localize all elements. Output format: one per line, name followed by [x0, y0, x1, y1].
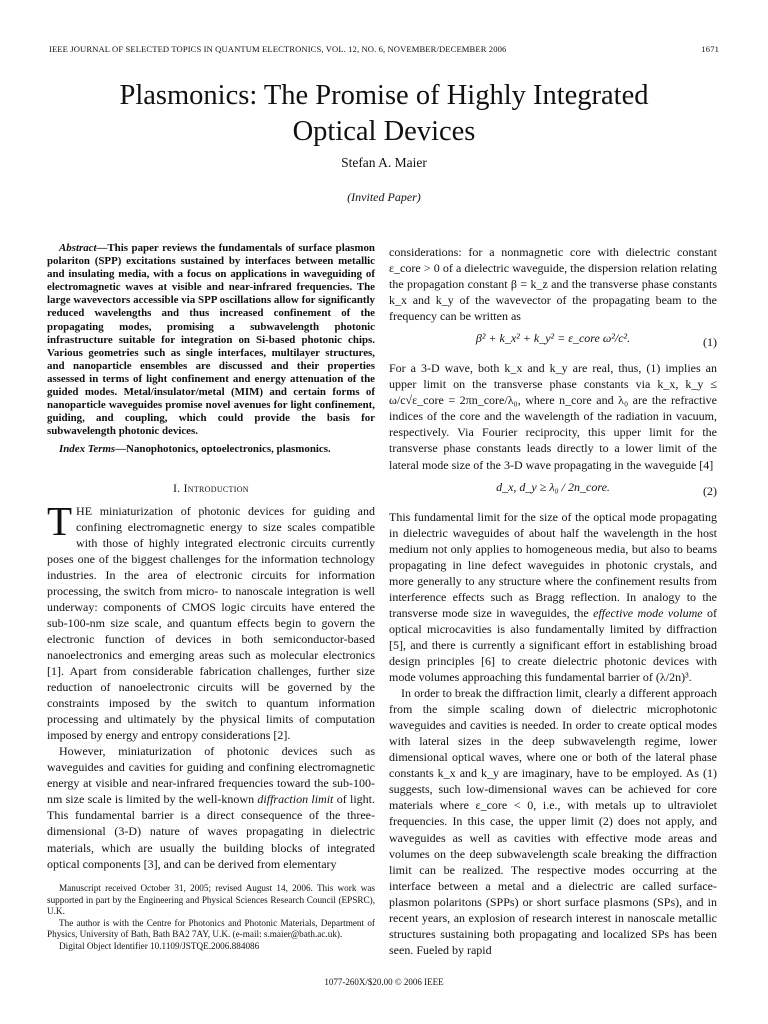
intro-paragraph-1	[47, 497, 375, 744]
footnote-manuscript: Manuscript received October 31, 2005; revised August 14, 2006. This work was supported in part by the Engineering and Physical Sciences Research Council (EPSRC), U.K.	[47, 883, 375, 917]
abstract	[47, 242, 375, 438]
section-number: I.	[173, 482, 181, 495]
index-terms-text: —Nanophotonics, optoelectronics, plasmonics.	[115, 443, 331, 456]
right-p3-text-b: of optical microcavities is also fundamentally limited by diffraction [5], and there is currently a significant effort in establishing broad design principles [6] to create dielectric photonic devices with mode volumes approaching this fundamental barrier of (λ/2n)³.	[389, 605, 717, 685]
section-title: Introduction	[183, 482, 249, 495]
footnote-affiliation: The author is with the Centre for Photonics and Photonic Materials, Department of Physics, University of Bath, Bath BA2 7AY, U.K. (e-mail: s.maier@bath.ac.uk).	[47, 917, 375, 940]
page-number: 1671	[701, 44, 719, 54]
equation-1-body: β² + k_x² + k_y² = ε_core ω²/c².	[475, 331, 631, 346]
title-line-2: Optical Devices	[292, 116, 476, 147]
intro-paragraph-2	[47, 743, 375, 871]
right-paragraph-2: For a 3-D wave, both k_x and k_y are real, thus, (1) implies an upper limit on the transverse phase constants via k_x, k_y ≤ ω/c√ε_core = 2πn_core/λ₀, where n_core and λ₀ are the refractive indices of the core and the wavelength of the radiation in vacuum, respectively. Via Fourier reciprocity, this upper limit for the transverse phase constants leads directly to a lower limit of the lateral mode size of the 3-D wave propagating in the waveguide [4]	[389, 361, 717, 472]
footnote-doi: Digital Object Identifier 10.1109/JSTQE.2006.884086	[59, 940, 260, 951]
equation-2	[389, 479, 717, 503]
equation-1	[389, 330, 717, 354]
equation-1-number: (1)	[703, 335, 717, 350]
running-header	[49, 44, 719, 58]
right-paragraph-3	[389, 509, 717, 686]
index-terms	[47, 443, 375, 456]
invited-label: (Invited Paper)	[347, 190, 421, 204]
left-column	[47, 242, 375, 872]
diffraction-limit-term: diffraction limit	[257, 792, 334, 807]
footnote	[47, 883, 375, 953]
equation-2-number: (2)	[703, 483, 717, 498]
abstract-lead: Abstract	[59, 242, 97, 254]
abstract-text: —This paper reviews the fundamentals of surface plasmon polariton (SPP) excitations sustained by interfaces between metallic and insulating media, with a focus on applications in waveguiding of electromagnetic waves at visible and near-infrared frequencies. The large wavevectors accessible via SPP oscillations allow for significantly reduced wavelengths and thus increased confinement of the propagating modes, promising a subwavelength photonic infrastructure suitable for integration on Si-based photonic chips. Various geometries such as single interfaces, multilayer structures, and nanoparticle ensembles are discussed and their properties assessed in terms of light confinement and energy attenuation of the guided modes. Metal/insulator/metal (MIM) and certain forms of nanoparticle waveguides promise novel avenues for light confinement, guiding, and coupling, which could provide the basis for subwavelength photonic devices.	[47, 242, 375, 438]
journal-header: IEEE JOURNAL OF SELECTED TOPICS IN QUANTUM ELECTRONICS, VOL. 12, NO. 6, NOVEMBER/DECEMBER 2006	[49, 44, 507, 54]
drop-cap: T	[47, 497, 73, 544]
equation-2-body: d_x, d_y ≥ λ₀ / 2n_core.	[496, 479, 610, 494]
right-paragraph-4: In order to break the diffraction limit, clearly a different approach from the simple scaling down of dielectric microphotonic waveguides and cavities is needed. In order to create optical modes with lateral sizes in the deep subwavelength regime, lower dimensional optical waves, where one or both of the lateral phase constants k_x and k_y are imaginary, have to be employed. As (1) suggests, such low-dimensional waves can be achieved for core materials where ε_core < 0, i.e., with metals up to ultraviolet frequencies. In this case, the upper limit (2) does not apply, and waveguides as well as cavities with effective mode areas and volumes on the deep subwavelength scale breaking the diffraction limit can be realized. The respective modes occurring at the interface between a metal and a dielectric are called surface-plasmon polaritons (SPPs) or short surface plasmons (SPs), and in recent years, an explosion of research interest in nanoscale metallic structures sustaining both propagating and localized SPs has been seen. Fueled by rapid	[389, 686, 717, 957]
intro-p2-text-a: However, miniaturization of photonic devices such as waveguides and cavities for guiding and confining electromagnetic energy at visible and near-infrared frequencies toward the sub-100-nm size scale is limited by the well-known	[47, 744, 375, 807]
right-column	[389, 244, 717, 958]
effective-mode-volume-term: effective mode volume	[593, 605, 703, 620]
right-paragraph-1: considerations: for a nonmagnetic core with dielectric constant ε_core > 0 of a dielectric waveguide, the dispersion relation relating the propagation constant β = k_z and the transverse phase constants k_x and k_y of the wavevector of the propagating beam to the frequency can be written as	[389, 245, 717, 324]
intro-p1-text: HE miniaturization of photonic devices for guiding and confining electromagnetic energy to size scales compatible with those of highly integrated electronic circuits currently poses one of the biggest challenges for the information technology industries. In the area of electronic circuits for information processing, the switch from micro- to nanoscale integration is well underway: components of CMOS logic circuits have entered the sub-100-nm size scale, and quantum effects begin to govern the electronic function of devices in both semiconductor-based nanoelectronics and emerging areas such as molecular electronics [1]. Apart from considerable fabrication challenges, further size reduction of nanoelectronic circuits will be governed by the constraints imposed by the switch to quantum information processing and ultimately by the physical limits of computation imposed by energy and entropy considerations [2].	[47, 503, 375, 743]
copyright-line: 1077-260X/$20.00 © 2006 IEEE	[324, 977, 444, 987]
section-heading	[47, 481, 375, 497]
right-p3-text-a: This fundamental limit for the size of the optical mode propagating in dielectric waveguides of about half the wavelength in the host medium not only applies to homogeneous media, but also to beams propagating in line defect waveguides in photonic crystals, and more generally to any structure where the confinement results from interference effects such as Bragg reflection. In analogy to the transverse mode size in waveguides, the	[389, 509, 717, 620]
intro-p2-text-b: of light. This fundamental barrier is a direct consequence of the three-dimensional (3-D) nature of waves propagating in dielectric materials, which are usually the building blocks of integrated optical components [3], and can be derived from elementary	[47, 792, 375, 871]
paper-title	[40, 78, 728, 150]
index-terms-lead: Index Terms	[59, 443, 116, 456]
author-name: Stefan A. Maier	[341, 155, 427, 170]
title-line-1: Plasmonics: The Promise of Highly Integrated	[119, 80, 649, 111]
